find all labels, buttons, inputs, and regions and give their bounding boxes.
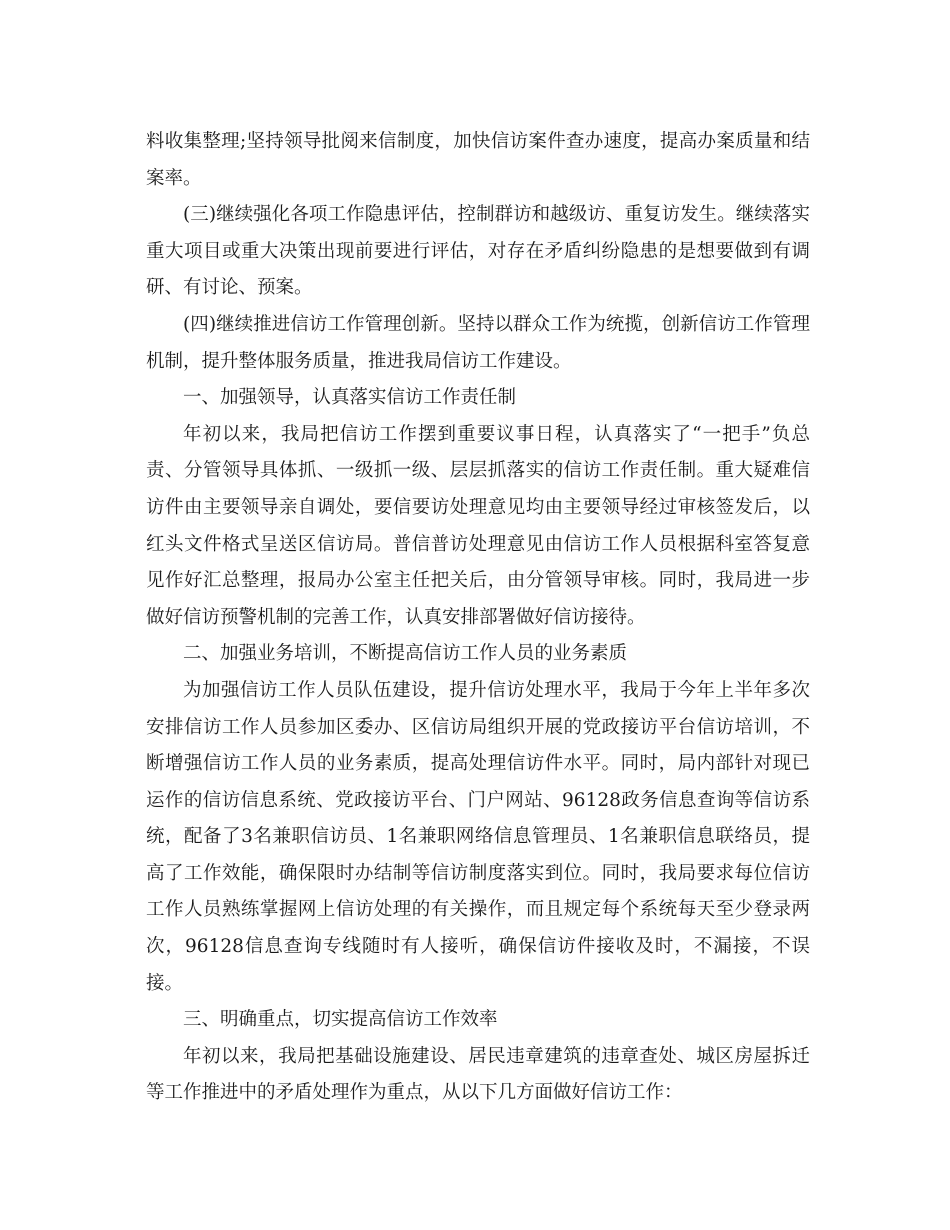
paragraph-item-four: (四)继续推进信访工作管理创新。坚持以群众工作为统揽，创新信访工作管理机制，提升整体服务质量，推进我局信访工作建设。 [146,313,810,372]
section-heading-two: 二、加强业务培训，不断提高信访工作人员的业务素质 [183,643,628,665]
paragraph-continuation: 料收集整理;坚持领导批阅来信制度，加快信访案件查办速度，提高办案质量和结案率。 [146,131,810,189]
section-heading-one: 一、加强领导，认真落实信访工作责任制 [183,387,517,409]
paragraph-section-one-body: 年初以来，我局把信访工作摆到重要议事日程，认真落实了“一把手”负总责、分管领导具体抓、一级抓一级、层层抓落实的信访工作责任制。重大疑难信访件由主要领导亲自调处，要信要访处理意见均由主要领导经过审核签发后，以红头文件格式呈送区信访局。普信普访处理意见由信访工作人员根据科室答复意见作好汇总整理，报局办公室主任把关后，由分管领导审核。同时，我局进一步做好信访预警机制的完善工作，认真安排部署做好信访接待。 [146,423,810,628]
section-heading-three: 三、明确重点，切实提高信访工作效率 [183,1009,498,1031]
paragraph-section-two-body: 为加强信访工作人员队伍建设，提升信访处理水平，我局于今年上半年多次安排信访工作人员参加区委办、区信访局组织开展的党政接访平台信访培训，不断增强信访工作人员的业务素质，提高处理信访件水平。同时，局内部针对现已运作的信访信息系统、党政接访平台、门户网站、96128政务信息查询等信访系统，配备了3名兼职信访员、1名兼职网络信息管理员、1名兼职信息联络员，提高了工作效能，确保限时办结制等信访制度落实到位。同时，我局要求每位信访工作人员熟练掌握网上信访处理的有关操作，而且规定每个系统每天至少登录两次，96128信息查询专线随时有人接听，确保信访件接收及时，不漏接，不误接。 [146,679,810,994]
paragraph-item-three: (三)继续强化各项工作隐患评估，控制群访和越级访、重复访发生。继续落实重大项目或重大决策出现前要进行评估，对存在矛盾纠纷隐患的是想要做到有调研、有讨论、预案。 [146,204,810,299]
paragraph-section-three-body: 年初以来，我局把基础设施建设、居民违章建筑的违章查处、城区房屋拆迁等工作推进中的矛盾处理作为重点，从以下几方面做好信访工作： [146,1045,810,1104]
document-page [146,124,810,1112]
